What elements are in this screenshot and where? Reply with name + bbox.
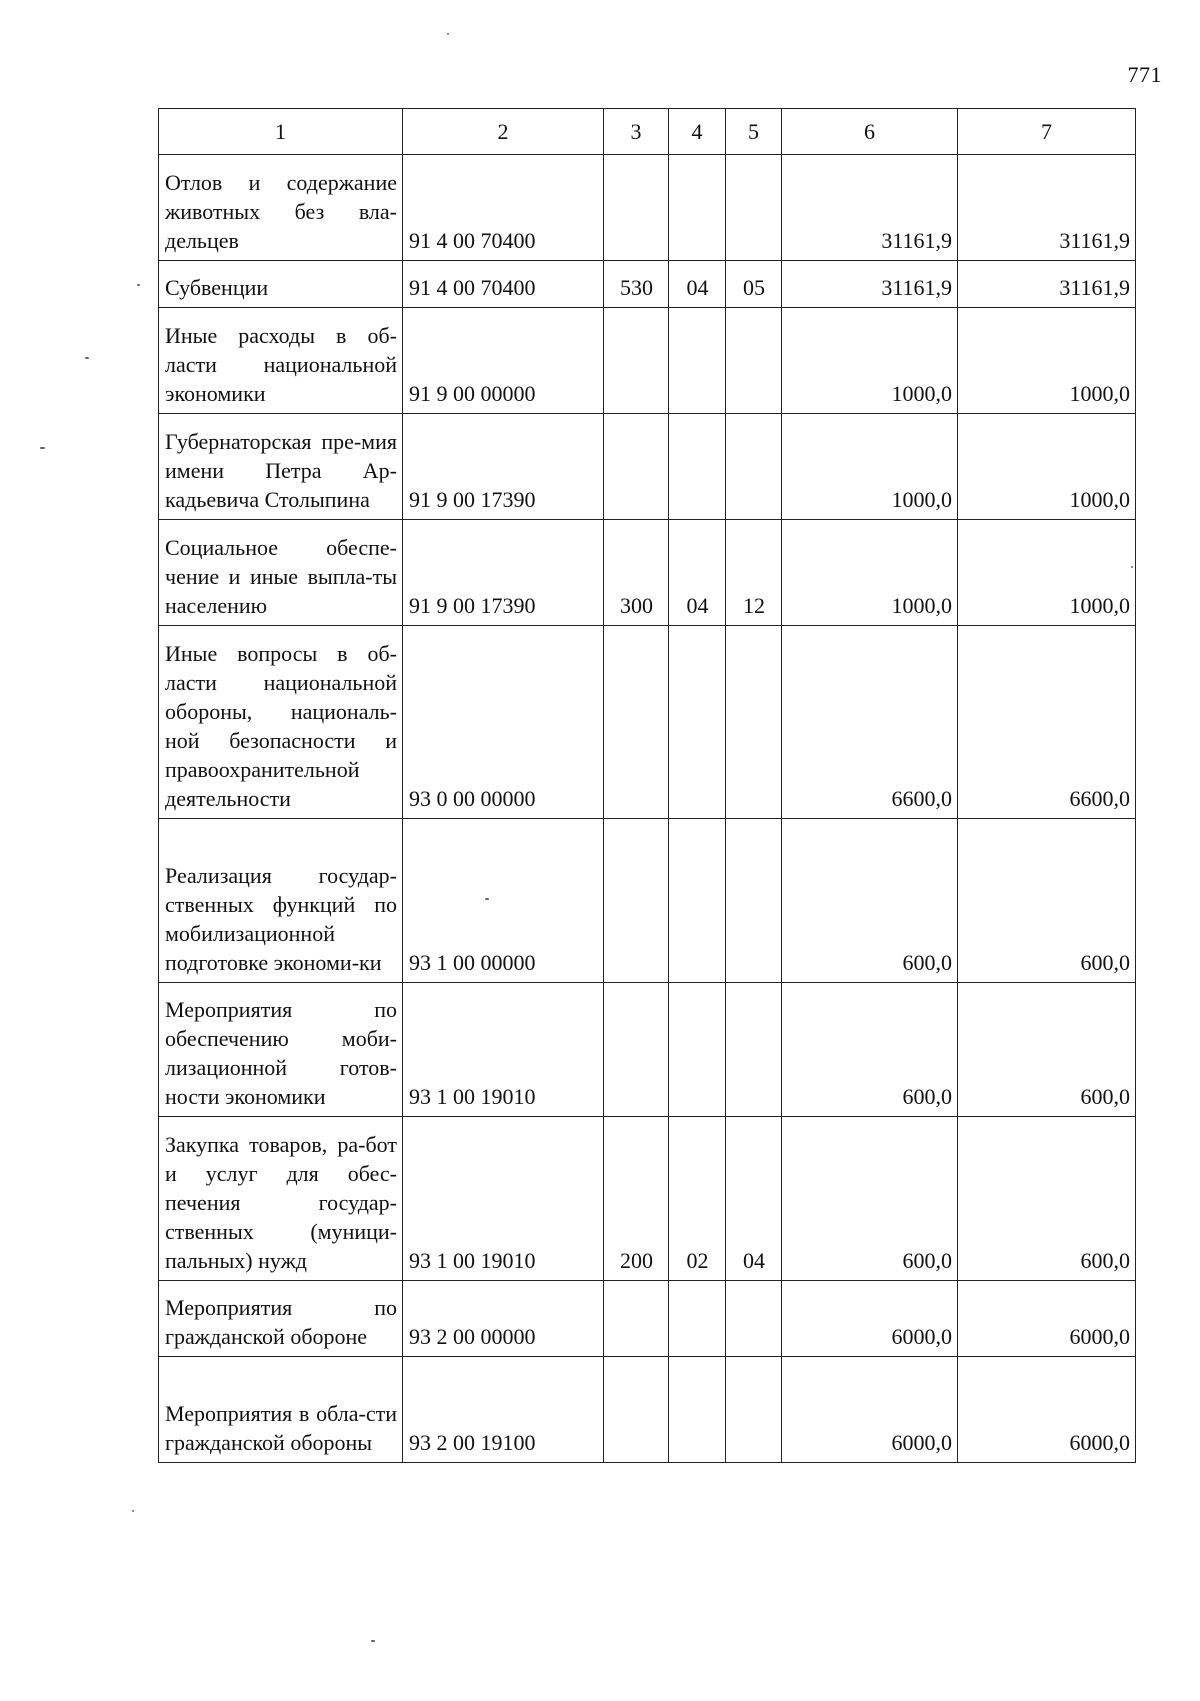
scan-speck: [137, 284, 140, 286]
section-code: [669, 1281, 726, 1357]
scan-speck: [371, 1640, 375, 1642]
budget-table: [158, 108, 1136, 1463]
column-header: 7: [958, 109, 1136, 155]
expense-type-code: 300: [604, 520, 669, 626]
column-header: 4: [669, 109, 726, 155]
subsection-code: [726, 983, 782, 1117]
amount-column-7: 6600,0: [958, 626, 1136, 819]
scan-speck: [447, 33, 449, 35]
item-name: Мероприятия в обла-сти гражданской обороны: [159, 1357, 403, 1463]
section-code: 02: [669, 1117, 726, 1281]
expense-type-code: 200: [604, 1117, 669, 1281]
scan-speck: [485, 898, 489, 900]
scan-speck: [132, 1510, 134, 1512]
section-code: [669, 983, 726, 1117]
expense-type-code: [604, 155, 669, 261]
scan-speck: [85, 357, 89, 359]
expense-type-code: [604, 308, 669, 414]
expense-type-code: [604, 1281, 669, 1357]
column-header: 3: [604, 109, 669, 155]
table-row: [159, 261, 1136, 308]
amount-column-6: 6000,0: [782, 1357, 958, 1463]
item-name: Реализация государ-ственных функций по мобилизационной подготовке экономи-ки: [159, 819, 403, 983]
item-name: Иные вопросы в об-ласти национальной обороны, националь-ной безопасности и правоохранительной деятельности: [159, 626, 403, 819]
item-name: Социальное обеспе-чение и иные выпла-ты населению: [159, 520, 403, 626]
section-code: [669, 155, 726, 261]
classification-code: 91 9 00 17390: [403, 414, 604, 520]
table-row: [159, 626, 1136, 819]
classification-code: 91 4 00 70400: [403, 261, 604, 308]
subsection-code: [726, 626, 782, 819]
expense-type-code: [604, 1357, 669, 1463]
table-row: [159, 819, 1136, 983]
subsection-code: [726, 819, 782, 983]
column-header: 2: [403, 109, 604, 155]
classification-code: 93 1 00 19010: [403, 983, 604, 1117]
table-row: [159, 414, 1136, 520]
item-name: Отлов и содержание животных без вла-дельцев: [159, 155, 403, 261]
item-name: Иные расходы в об-ласти национальной экономики: [159, 308, 403, 414]
amount-column-7: 6000,0: [958, 1357, 1136, 1463]
table-row: [159, 1281, 1136, 1357]
amount-column-7: 1000,0: [958, 308, 1136, 414]
amount-column-7: 31161,9: [958, 155, 1136, 261]
subsection-code: 05: [726, 261, 782, 308]
section-code: [669, 819, 726, 983]
scan-speck: [40, 447, 45, 449]
column-header: 5: [726, 109, 782, 155]
table-row: [159, 983, 1136, 1117]
section-code: [669, 626, 726, 819]
expense-type-code: [604, 983, 669, 1117]
amount-column-7: 31161,9: [958, 261, 1136, 308]
table-row: [159, 1117, 1136, 1281]
subsection-code: [726, 1357, 782, 1463]
item-name: Мероприятия по обеспечению моби-лизационной готов-ности экономики: [159, 983, 403, 1117]
item-name: Закупка товаров, ра-бот и услуг для обес-печения государ-ственных (муници-пальных) нужд: [159, 1117, 403, 1281]
subsection-code: 12: [726, 520, 782, 626]
table-row: [159, 308, 1136, 414]
expense-type-code: [604, 626, 669, 819]
classification-code: 93 1 00 00000: [403, 819, 604, 983]
amount-column-7: 1000,0: [958, 520, 1136, 626]
item-name: Мероприятия по гражданской обороне: [159, 1281, 403, 1357]
column-header: 1: [159, 109, 403, 155]
amount-column-7: 600,0: [958, 819, 1136, 983]
classification-code: 93 0 00 00000: [403, 626, 604, 819]
subsection-code: 04: [726, 1117, 782, 1281]
amount-column-6: 31161,9: [782, 261, 958, 308]
amount-column-6: 1000,0: [782, 414, 958, 520]
amount-column-7: 600,0: [958, 1117, 1136, 1281]
table-row: [159, 520, 1136, 626]
amount-column-6: 31161,9: [782, 155, 958, 261]
amount-column-6: 1000,0: [782, 308, 958, 414]
header-row: [159, 109, 1136, 155]
column-header: 6: [782, 109, 958, 155]
amount-column-7: 1000,0: [958, 414, 1136, 520]
section-code: [669, 1357, 726, 1463]
scan-speck: [1131, 566, 1133, 568]
amount-column-6: 6600,0: [782, 626, 958, 819]
classification-code: 91 4 00 70400: [403, 155, 604, 261]
subsection-code: [726, 414, 782, 520]
section-code: [669, 308, 726, 414]
table-row: [159, 155, 1136, 261]
table-row: [159, 1357, 1136, 1463]
item-name: Губернаторская пре-мия имени Петра Ар-кадьевича Столыпина: [159, 414, 403, 520]
subsection-code: [726, 155, 782, 261]
expense-type-code: [604, 414, 669, 520]
item-name: Субвенции: [159, 261, 403, 308]
classification-code: 93 2 00 19100: [403, 1357, 604, 1463]
section-code: 04: [669, 520, 726, 626]
classification-code: 93 2 00 00000: [403, 1281, 604, 1357]
section-code: 04: [669, 261, 726, 308]
table-body: [159, 155, 1136, 1463]
classification-code: 91 9 00 00000: [403, 308, 604, 414]
amount-column-7: 6000,0: [958, 1281, 1136, 1357]
amount-column-6: 6000,0: [782, 1281, 958, 1357]
amount-column-6: 600,0: [782, 1117, 958, 1281]
amount-column-6: 600,0: [782, 819, 958, 983]
page-number: 771: [1127, 62, 1162, 87]
amount-column-6: 1000,0: [782, 520, 958, 626]
classification-code: 93 1 00 19010: [403, 1117, 604, 1281]
section-code: [669, 414, 726, 520]
subsection-code: [726, 1281, 782, 1357]
subsection-code: [726, 308, 782, 414]
expense-type-code: 530: [604, 261, 669, 308]
amount-column-7: 600,0: [958, 983, 1136, 1117]
expense-type-code: [604, 819, 669, 983]
amount-column-6: 600,0: [782, 983, 958, 1117]
classification-code: 91 9 00 17390: [403, 520, 604, 626]
